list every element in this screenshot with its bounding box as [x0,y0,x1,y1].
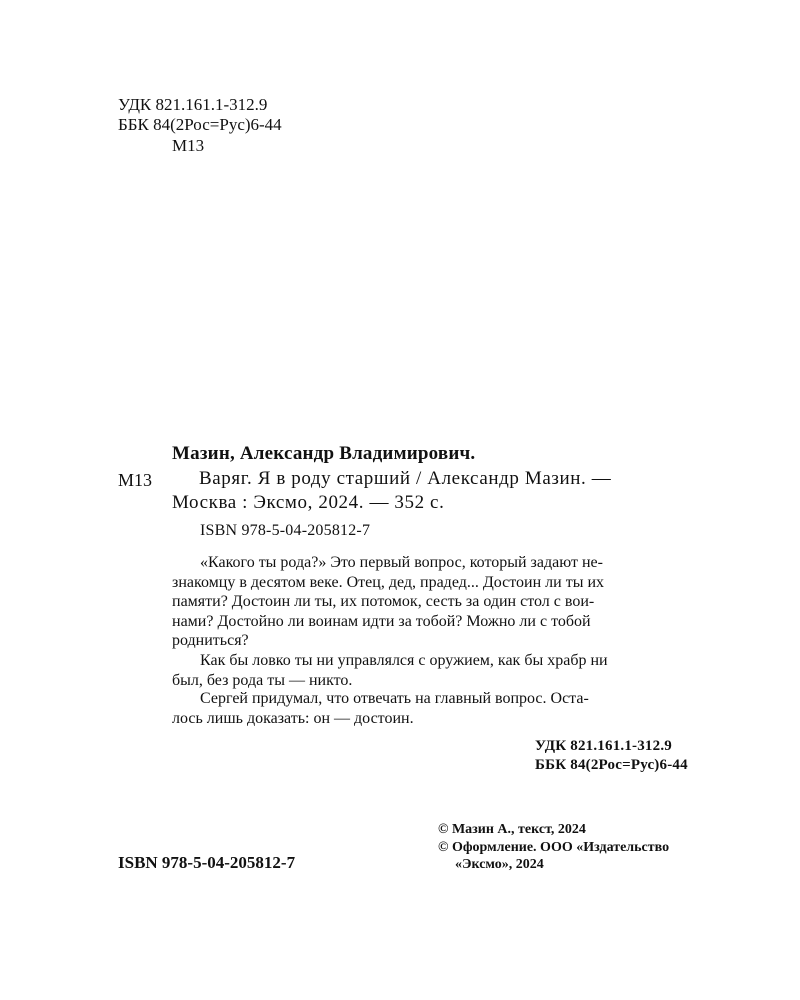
copyright-design: © Оформление. ООО «Издательство [438,840,670,855]
record-author-code: М13 [118,470,153,490]
author-code-top: М13 [172,136,205,155]
annotation-line: Как бы ловко ты ни управлялся с оружием, как бы храбр ни [200,652,608,669]
bbk-index-top: ББК 84(2Рос=Рус)6-44 [118,115,282,134]
annotation-paragraph-1 [172,553,712,651]
copyright-text: © Мазин А., текст, 2024 [438,822,586,837]
annotation-line: родниться? [172,632,249,650]
annotation-line: Сергей придумал, что отвечать на главный вопрос. Оста- [200,690,589,707]
isbn-bottom: ISBN 978-5-04-205812-7 [118,853,296,872]
annotation-line: знакомцу в десятом веке. Отец, дед, прадед... Достоин ли ты их [172,573,605,591]
record-title-line: Варяг. Я в роду старший / Александр Мазин. — [199,468,612,489]
annotation-paragraph-2 [172,651,712,690]
annotation-line: памяти? Достоин ли ты, их потомок, сесть за один стол с вои- [172,593,595,611]
udk-index-bottom: УДК 821.161.1-312.9 [535,738,672,754]
copyright-design-cont: «Эксмо», 2024 [455,857,544,872]
annotation-line: лось лишь доказать: он — достоин. [172,709,414,727]
record-isbn: ISBN 978-5-04-205812-7 [200,522,371,539]
record-author: Мазин, Александр Владимирович. [172,443,476,464]
udk-index-top: УДК 821.161.1-312.9 [118,95,268,114]
annotation-line: «Какого ты рода?» Это первый вопрос, который задают не- [200,554,603,571]
record-publication-line: Москва : Эксмо, 2024. — 352 с. [172,492,445,513]
bbk-index-bottom: ББК 84(2Рос=Рус)6-44 [535,757,688,773]
annotation-paragraph-3 [172,689,712,728]
annotation-line: был, без рода ты — никто. [172,671,353,689]
annotation-line: нами? Достойно ли воинам идти за тобой? Можно ли с тобой [172,612,591,630]
